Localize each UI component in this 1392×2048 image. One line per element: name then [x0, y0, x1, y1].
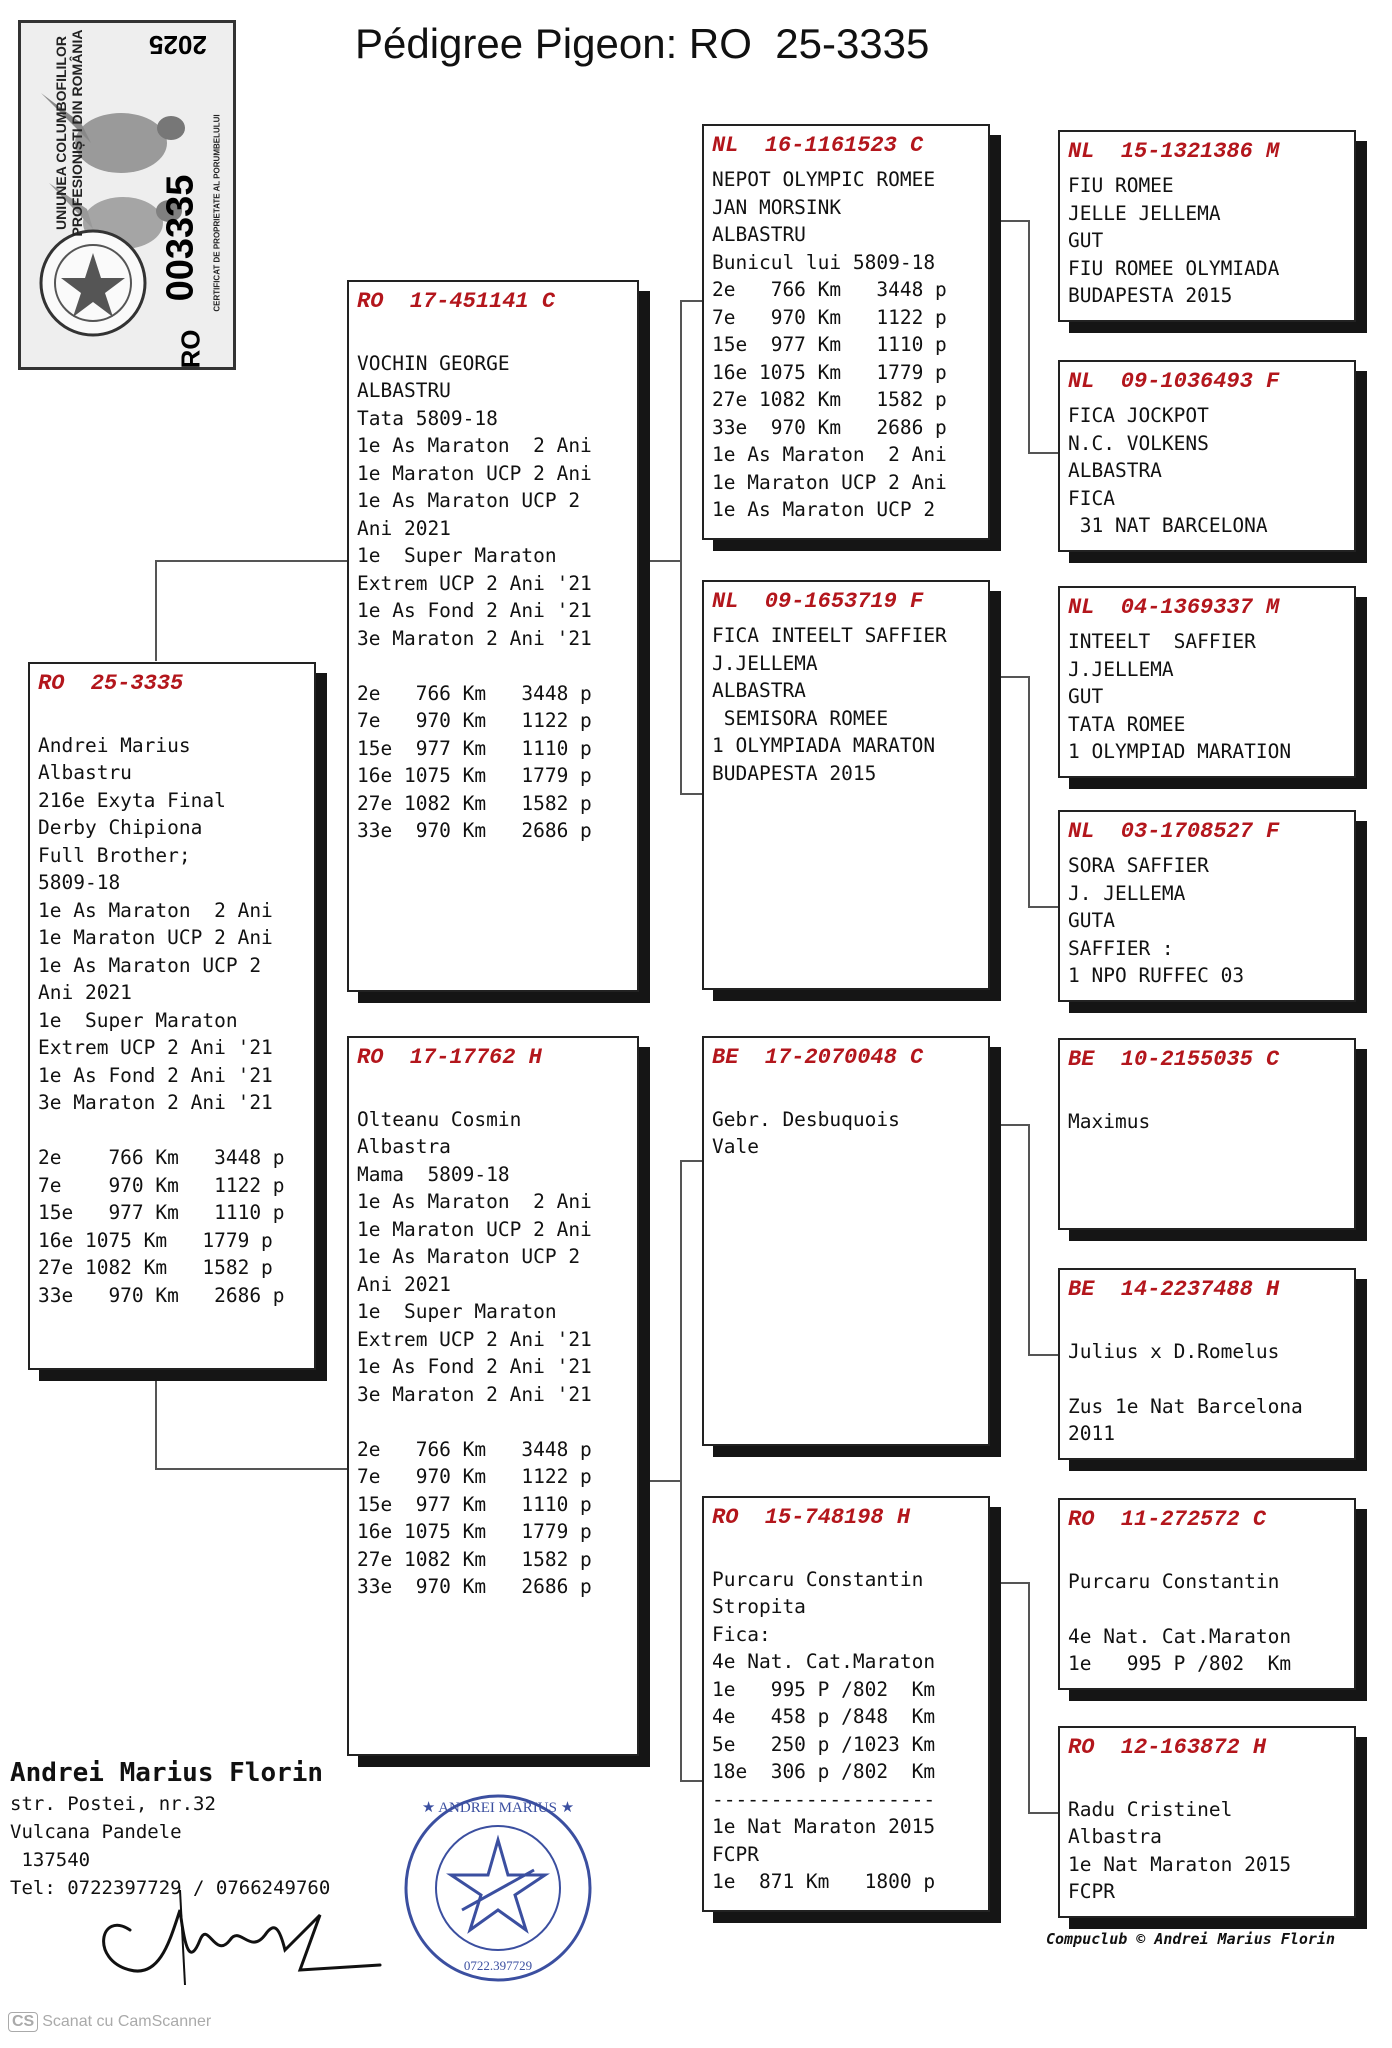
card-lines	[1068, 402, 1346, 540]
card-line: 1e As Maraton UCP 2	[712, 498, 936, 521]
connector-line	[155, 560, 157, 661]
card-line: FCPR	[1068, 1880, 1115, 1903]
connector-line	[680, 1780, 702, 1782]
page-title: Pédigree Pigeon: RO 25-3335	[355, 20, 930, 67]
card-line: 4e Nat. Cat.Maraton	[712, 1650, 936, 1673]
card-line	[1068, 1768, 1346, 1796]
card-lines	[357, 322, 629, 845]
connector-line	[1028, 906, 1058, 908]
card-line	[712, 1078, 980, 1106]
card-line: 1e Maraton UCP 2 Ani	[712, 470, 947, 494]
card-line: 3e Maraton 2 Ani '21	[357, 626, 592, 650]
card-line: Maximus	[1068, 1109, 1151, 1133]
card-line	[1068, 1310, 1346, 1338]
ring-number: NL 15-1321386 M	[1068, 139, 1280, 164]
owner-phone: Tel: 0722397729 / 0766249760	[10, 1877, 331, 1899]
card-line: 1e Super Maraton	[357, 1300, 557, 1323]
card-line: 1e Maraton UCP 2 Ani	[357, 1217, 592, 1241]
stamp-ring-text: ★ ANDREI MARIUS ★	[421, 1800, 575, 1816]
card-lines	[1068, 1080, 1346, 1135]
software-footer: Compuclub © Andrei Marius Florin	[1046, 1930, 1335, 1948]
connector-line	[638, 560, 680, 562]
card-line: Purcaru Constantin	[712, 1567, 924, 1591]
card-line: Ani 2021	[38, 981, 132, 1004]
card-line: 27e 1082 Km 1582 p	[712, 388, 947, 411]
card-line	[1068, 1365, 1346, 1393]
card-line: Gebr. Desbuquois	[712, 1107, 900, 1131]
card-line: 15e 977 Km 1110 p	[38, 1201, 285, 1224]
scanner-watermark	[8, 2012, 211, 2032]
card-line: Full Brother;	[38, 843, 191, 867]
card-line: 1e Nat Maraton 2015	[1068, 1852, 1292, 1876]
card-line: 15e 977 Km 1110 p	[357, 736, 592, 760]
card-line: ALBASTRA	[1068, 459, 1162, 482]
ring-number: BE 10-2155035 C	[1068, 1047, 1280, 1072]
card-line: 2e 766 Km 3448 p	[712, 278, 947, 301]
card-line: 1e As Fond 2 Ani '21	[357, 1355, 592, 1378]
card-line: FICA JOCKPOT	[1068, 404, 1209, 427]
card-line: 16e 1075 Km 1779 p	[357, 764, 592, 787]
card-line: 33e 970 Km 2686 p	[357, 1575, 592, 1598]
card-lines	[712, 166, 980, 524]
ring-number: RO 17-17762 H	[357, 1045, 542, 1070]
ring-number: NL 03-1708527 F	[1068, 819, 1280, 844]
owner-postal: 137540	[10, 1849, 91, 1871]
card-line: 2e 766 Km 3448 p	[357, 1437, 592, 1461]
pedigree-card-dam-sire	[702, 1036, 990, 1446]
card-line: Albastru	[38, 761, 132, 784]
card-lines	[1068, 1310, 1346, 1448]
card-line: 1 OLYMPIADA MARATON	[712, 734, 936, 757]
owner-city: Vulcana Pandele	[10, 1821, 182, 1843]
card-lines	[712, 622, 980, 787]
ring-number: NL 16-1161523 C	[712, 133, 924, 158]
card-line: N.C. VOLKENS	[1068, 431, 1209, 455]
certificate-card	[18, 20, 236, 370]
card-line: 1e As Maraton UCP 2	[357, 489, 581, 512]
connector-line	[680, 1160, 682, 1782]
connector-line	[1000, 1582, 1030, 1584]
card-line: BUDAPESTA 2015	[1068, 284, 1233, 307]
card-line: 33e 970 Km 2686 p	[38, 1283, 285, 1307]
card-line: J.JELLEMA	[1068, 657, 1174, 681]
card-lines	[1068, 1768, 1346, 1906]
card-line: 1 OLYMPIAD MARATION	[1068, 740, 1292, 763]
card-lines	[1068, 628, 1346, 766]
card-line: INTEELT SAFFIER	[1068, 630, 1256, 653]
card-line: 31 NAT BARCELONA	[1068, 514, 1268, 537]
card-line: FICA	[1068, 486, 1115, 510]
card-line: 1e As Fond 2 Ani '21	[38, 1063, 273, 1087]
connector-line	[1000, 220, 1030, 222]
ring-number: NL 09-1653719 F	[712, 589, 924, 614]
connector-line	[155, 560, 347, 562]
card-line: VOCHIN GEORGE	[357, 351, 510, 375]
card-line: Extrem UCP 2 Ani '21	[357, 1327, 592, 1351]
certificate-title-line-1: UNIUNEA COLUMBOFILILOR	[53, 36, 69, 230]
connector-line	[155, 1468, 347, 1470]
card-line: 16e 1075 Km 1779 p	[357, 1520, 592, 1543]
connector-line	[155, 1370, 157, 1470]
card-line: 2e 766 Km 3448 p	[357, 681, 592, 705]
ring-number: RO 17-451141 C	[357, 289, 556, 314]
pedigree-card-sire-sire	[702, 124, 990, 540]
card-line: 1e 995 P /802 Km	[712, 1677, 936, 1701]
connector-line	[1028, 1582, 1030, 1814]
card-line: TATA ROMEE	[1068, 712, 1186, 736]
card-line: 1e Maraton UCP 2 Ani	[357, 461, 592, 485]
card-line: 15e 977 Km 1110 p	[357, 1492, 592, 1516]
card-line	[1068, 1595, 1346, 1623]
certificate-country: RO	[175, 329, 206, 369]
card-line	[1068, 1080, 1346, 1108]
card-line: Julius x D.Romelus	[1068, 1339, 1280, 1363]
pedigree-card-sd-dam	[1058, 810, 1356, 1002]
card-lines	[1068, 172, 1346, 310]
card-line: Bunicul lui 5809-18	[712, 250, 936, 274]
certificate-number: 003335	[159, 174, 202, 302]
connector-line	[680, 300, 702, 302]
card-line: Radu Cristinel	[1068, 1797, 1233, 1821]
card-line: ALBASTRA	[712, 679, 806, 702]
connector-line	[1028, 1812, 1058, 1814]
connector-line	[1000, 1124, 1030, 1126]
certificate-year: 2025	[149, 30, 207, 60]
card-line: 1e As Maraton 2 Ani	[357, 1190, 592, 1213]
card-lines	[712, 1538, 980, 1896]
card-line: 1e Super Maraton	[357, 544, 557, 567]
card-line: 27e 1082 Km 1582 p	[357, 1547, 592, 1571]
card-line: JELLE JELLEMA	[1068, 201, 1221, 225]
pedigree-card-dam-dam	[702, 1496, 990, 1912]
card-line: 2011	[1068, 1422, 1115, 1445]
connector-line	[1028, 220, 1030, 454]
card-line: 1e Maraton UCP 2 Ani	[38, 926, 273, 949]
card-line: 2e 766 Km 3448 p	[38, 1146, 285, 1169]
card-line	[357, 1408, 629, 1436]
ring-number: RO 15-748198 H	[712, 1505, 911, 1530]
card-line: FICA INTEELT SAFFIER	[712, 624, 947, 647]
connector-line	[1028, 452, 1058, 454]
signature-icon	[90, 1870, 400, 1990]
pedigree-card-dam	[347, 1036, 639, 1756]
card-line	[357, 322, 629, 350]
card-line	[1068, 1540, 1346, 1568]
card-line: J. JELLEMA	[1068, 881, 1186, 905]
ring-number: RO 25-3335	[38, 671, 184, 696]
card-line	[357, 1078, 629, 1106]
card-line: 1e As Maraton 2 Ani	[712, 443, 947, 466]
card-line: GUT	[1068, 229, 1104, 252]
card-line: 7e 970 Km 1122 p	[712, 305, 947, 329]
card-line: Andrei Marius	[38, 733, 191, 757]
card-line: 7e 970 Km 1122 p	[357, 709, 592, 732]
pedigree-card-sire	[347, 280, 639, 992]
card-line: FCPR	[712, 1842, 759, 1866]
scanner-text: Scanat cu CamScanner	[42, 2013, 212, 2030]
card-line: 27e 1082 Km 1582 p	[38, 1256, 273, 1279]
pedigree-card-ds-dam	[1058, 1268, 1356, 1460]
pedigree-card-ss-sire	[1058, 130, 1356, 322]
stamp-phone: 0722.397729	[463, 1958, 533, 1973]
card-line: 3e Maraton 2 Ani '21	[38, 1091, 273, 1114]
card-line: Albastra	[1068, 1825, 1162, 1848]
card-lines	[712, 1078, 980, 1161]
connector-line	[680, 1160, 702, 1162]
card-lines	[1068, 1540, 1346, 1678]
card-lines	[357, 1078, 629, 1601]
card-line: Ani 2021	[357, 1272, 451, 1296]
card-line: 33e 970 Km 2686 p	[712, 415, 947, 439]
card-line: 7e 970 Km 1122 p	[357, 1465, 592, 1488]
card-line: Olteanu Cosmin	[357, 1107, 522, 1131]
connector-line	[1028, 1354, 1058, 1356]
card-line: Tata 5809-18	[357, 406, 498, 430]
certificate-subtitle: CERTIFICAT DE PROPRIETATE AL PORUMBELULUI	[212, 114, 222, 312]
card-lines	[1068, 852, 1346, 990]
card-line: 1 NPO RUFFEC 03	[1068, 964, 1245, 987]
card-line: Extrem UCP 2 Ani '21	[357, 571, 592, 595]
owner-street: str. Postei, nr.32	[10, 1793, 216, 1815]
pedigree-card-dd-sire	[1058, 1498, 1356, 1690]
connector-line	[1028, 676, 1030, 908]
connector-line	[1000, 676, 1030, 678]
card-line: 33e 970 Km 2686 p	[357, 819, 592, 842]
connector-line	[680, 793, 702, 795]
card-line: Albastra	[357, 1135, 451, 1158]
card-line: Mama 5809-18	[357, 1162, 510, 1186]
card-line: 18e 306 p /802 Km	[712, 1760, 936, 1783]
connector-line	[1028, 1124, 1030, 1356]
card-line: GUTA	[1068, 909, 1115, 932]
card-line: 7e 970 Km 1122 p	[38, 1173, 285, 1197]
card-line: 15e 977 Km 1110 p	[712, 333, 947, 356]
card-line: JAN MORSINK	[712, 195, 842, 219]
card-line: Vale	[712, 1135, 759, 1158]
card-line: 16e 1075 Km 1779 p	[712, 360, 947, 384]
card-line: 1e 871 Km 1800 p	[712, 1870, 936, 1893]
pedigree-card-sire-dam	[702, 580, 990, 990]
ring-number: NL 09-1036493 F	[1068, 369, 1280, 394]
card-line: Derby Chipiona	[38, 816, 203, 839]
card-line: J.JELLEMA	[712, 651, 818, 675]
connector-line	[638, 1480, 680, 1482]
card-line: Zus 1e Nat Barcelona	[1068, 1394, 1303, 1418]
card-line: SAFFIER :	[1068, 936, 1174, 960]
ring-number: BE 14-2237488 H	[1068, 1277, 1280, 1302]
card-line: FIU ROMEE	[1068, 174, 1174, 197]
card-line: 1e As Maraton UCP 2	[38, 953, 262, 977]
card-lines	[38, 704, 306, 1309]
card-line: 1e Nat Maraton 2015	[712, 1815, 936, 1838]
card-line: 3e Maraton 2 Ani '21	[357, 1382, 592, 1406]
card-line: Extrem UCP 2 Ani '21	[38, 1036, 273, 1059]
stamp-icon	[400, 1790, 596, 1986]
camscanner-icon: CS	[8, 2012, 38, 2032]
card-line: Ani 2021	[357, 516, 451, 540]
card-line: SEMISORA ROMEE	[712, 706, 889, 730]
card-line	[357, 652, 629, 680]
ring-number: NL 04-1369337 M	[1068, 595, 1280, 620]
card-line: 4e 458 p /848 Km	[712, 1705, 936, 1728]
card-line: ALBASTRU	[357, 379, 451, 402]
connector-line	[680, 300, 682, 795]
card-line: 1e As Maraton 2 Ani	[357, 434, 592, 457]
card-line: BUDAPESTA 2015	[712, 761, 877, 785]
ring-number: RO 11-272572 C	[1068, 1507, 1267, 1532]
card-line	[38, 704, 306, 732]
card-line: NEPOT OLYMPIC ROMEE	[712, 168, 936, 191]
ring-number: RO 12-163872 H	[1068, 1735, 1267, 1760]
card-line: 5809-18	[38, 871, 121, 894]
certificate-title-line-2: PROFESIONIȘTI DIN ROMÂNIA	[69, 29, 85, 237]
card-line: FIU ROMEE OLYMIADA	[1068, 256, 1280, 280]
card-line: 4e Nat. Cat.Maraton	[1068, 1624, 1292, 1648]
pedigree-card-sd-sire	[1058, 586, 1356, 778]
card-line: Purcaru Constantin	[1068, 1569, 1280, 1593]
owner-stamp	[400, 1790, 596, 1986]
card-line: Fica:	[712, 1622, 771, 1646]
pedigree-card-dd-dam	[1058, 1726, 1356, 1918]
pedigree-card-ss-dam	[1058, 360, 1356, 552]
owner-name: Andrei Marius Florin	[10, 1758, 324, 1788]
ring-number: BE 17-2070048 C	[712, 1045, 924, 1070]
pedigree-card-subject	[28, 662, 316, 1370]
card-line: 1e As Fond 2 Ani '21	[357, 599, 592, 622]
card-line: 1e Super Maraton	[38, 1008, 238, 1032]
card-line: SORA SAFFIER	[1068, 854, 1209, 877]
card-line: 1e 995 P /802 Km	[1068, 1652, 1292, 1675]
card-line: 16e 1075 Km 1779 p	[38, 1228, 273, 1252]
pedigree-card-ds-sire	[1058, 1038, 1356, 1230]
card-line: 1e As Maraton 2 Ani	[38, 898, 273, 922]
card-line: Stropita	[712, 1595, 806, 1618]
card-line: ALBASTRU	[712, 223, 806, 246]
card-line: GUT	[1068, 685, 1104, 708]
card-line: 27e 1082 Km 1582 p	[357, 791, 592, 815]
card-line: -------------------	[712, 1787, 936, 1811]
card-line	[38, 1117, 306, 1145]
card-line: 5e 250 p /1023 Km	[712, 1732, 936, 1756]
card-line: 1e As Maraton UCP 2	[357, 1245, 581, 1268]
card-line: 216e Exyta Final	[38, 788, 226, 812]
card-line	[712, 1538, 980, 1566]
union-logo-icon	[33, 223, 153, 343]
